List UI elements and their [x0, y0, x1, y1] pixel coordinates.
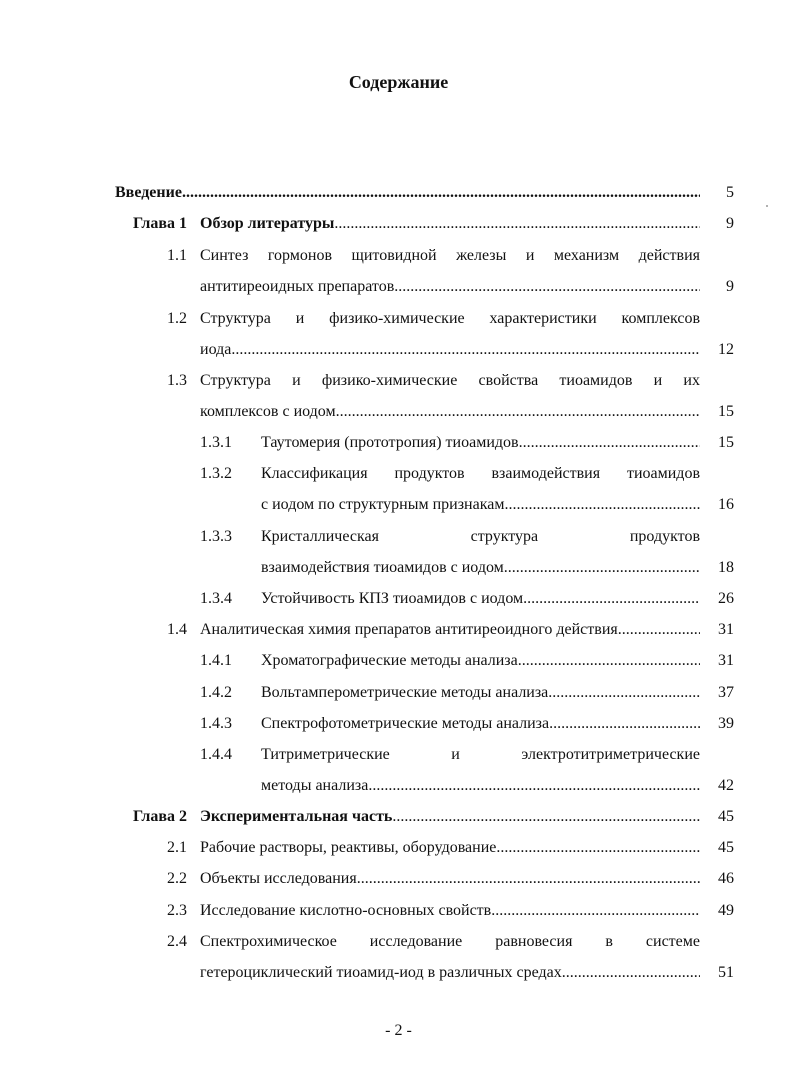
- toc-page: 42: [718, 777, 734, 794]
- toc-page: 45: [718, 839, 734, 856]
- toc-entry-1-1[interactable]: [0, 244, 797, 268]
- toc-page: 45: [718, 808, 734, 825]
- section-number: 1.4: [167, 621, 187, 638]
- section-number: 1.2: [167, 310, 187, 327]
- toc-label: Экспериментальная часть: [200, 808, 393, 825]
- section-number: 1.3.1: [200, 434, 232, 451]
- toc-label-line1: Титриметрические и электротитриметрические: [261, 746, 700, 763]
- toc-label-line2: антитиреоидных препаратов: [200, 278, 395, 295]
- toc-label: Аналитическая химия препаратов антитиреоидного действия: [200, 621, 618, 638]
- toc-entry-1-4-1[interactable]: [0, 649, 797, 673]
- toc-label-line1: Кристаллическая структура продуктов: [261, 528, 700, 545]
- toc-page: 18: [718, 559, 734, 576]
- toc-entry-1-2[interactable]: [0, 307, 797, 331]
- section-number: 1.3.4: [200, 590, 232, 607]
- leader-dots: [496, 836, 700, 860]
- section-number: 1.3.2: [200, 465, 232, 482]
- toc-page: 26: [718, 590, 734, 607]
- section-number: 2.4: [167, 933, 187, 950]
- leader-dots: [357, 867, 700, 891]
- toc-label-line2: комплексов с иодом: [200, 403, 336, 420]
- toc-entry-chapter-2[interactable]: [0, 805, 797, 829]
- toc-entry-1-1-cont[interactable]: [0, 275, 797, 299]
- toc-entry-1-4-3[interactable]: [0, 712, 797, 736]
- toc-entry-2-1[interactable]: [0, 836, 797, 860]
- section-number: 1.3.3: [200, 528, 232, 545]
- toc-page: 49: [718, 902, 734, 919]
- toc-label-line1: Структура и физико-химические свойства тиоамидов и их: [200, 372, 700, 389]
- scan-speck: [766, 205, 768, 207]
- toc-page: 5: [726, 184, 734, 201]
- toc-entry-intro[interactable]: [0, 181, 797, 205]
- toc-page: 16: [718, 496, 734, 513]
- toc-entry-2-2[interactable]: [0, 867, 797, 891]
- toc-label: Обзор литературы: [200, 215, 335, 232]
- section-number: 1.3: [167, 372, 187, 389]
- toc-entry-1-2-cont[interactable]: [0, 338, 797, 362]
- leader-dots: [394, 275, 700, 299]
- page-title: Содержание: [348, 72, 449, 92]
- leader-dots: [519, 431, 700, 455]
- toc-page: 15: [718, 403, 734, 420]
- toc-page: 51: [718, 964, 734, 981]
- toc-page: 12: [718, 341, 734, 358]
- toc-label-line2: взаимодействия тиоамидов с иодом: [261, 559, 504, 576]
- leader-dots: [231, 338, 700, 362]
- toc-page: 31: [718, 621, 734, 638]
- leader-dots: [368, 774, 700, 798]
- toc-entry-1-3-2[interactable]: [0, 462, 797, 486]
- toc-entry-1-4-4[interactable]: [0, 743, 797, 767]
- toc-page: 9: [726, 278, 734, 295]
- leader-dots: [518, 649, 700, 673]
- toc-entry-2-4[interactable]: [0, 930, 797, 954]
- toc-label: Рабочие растворы, реактивы, оборудование: [200, 839, 497, 856]
- leader-dots: [491, 899, 700, 923]
- toc-label-line1: Классификация продуктов взаимодействия тиоамидов: [261, 465, 700, 482]
- toc-entry-2-4-cont[interactable]: [0, 961, 797, 985]
- leader-dots: [549, 712, 700, 736]
- toc-page: 15: [718, 434, 734, 451]
- toc-entry-1-4[interactable]: [0, 618, 797, 642]
- toc-entry-1-3-cont[interactable]: [0, 400, 797, 424]
- section-number: 1.1: [167, 247, 187, 264]
- toc-entry-1-3-2-cont[interactable]: [0, 493, 797, 517]
- toc-label: Исследование кислотно-основных свойств: [200, 902, 492, 919]
- toc-page: 31: [718, 652, 734, 669]
- toc-entry-1-3-1[interactable]: [0, 431, 797, 455]
- toc-label: Таутомерия (прототропия) тиоамидов: [261, 434, 519, 451]
- toc-label-line2: методы анализа: [261, 777, 369, 794]
- leader-dots: [182, 181, 700, 205]
- toc-entry-1-3-3-cont[interactable]: [0, 556, 797, 580]
- toc-label: Хроматографические методы анализа: [261, 652, 518, 669]
- leader-dots: [504, 493, 700, 517]
- page-number: - 2 -: [385, 1022, 412, 1039]
- section-number: 1.4.2: [200, 684, 232, 701]
- toc-label: Вольтамперометрические методы анализа: [261, 684, 549, 701]
- chapter-number: Глава 1: [133, 215, 187, 232]
- section-number: 2.1: [167, 839, 187, 856]
- toc-label-line2: с иодом по структурным признакам: [261, 496, 505, 513]
- toc-label: Объекты исследования: [200, 870, 357, 887]
- section-number: 2.2: [167, 870, 187, 887]
- section-number: 1.4.1: [200, 652, 232, 669]
- toc-page: 9: [726, 215, 734, 232]
- toc-label-line1: Структура и физико-химические характеристики комплексов: [200, 310, 700, 327]
- toc-label-line2: гетероциклический тиоамид-иод в различных средах: [200, 964, 562, 981]
- leader-dots: [336, 400, 700, 424]
- toc-label: Устойчивость КПЗ тиоамидов с иодом: [261, 590, 524, 607]
- toc-label: Введение: [115, 184, 182, 201]
- leader-dots: [562, 961, 700, 985]
- leader-dots: [504, 556, 700, 580]
- chapter-number: Глава 2: [133, 808, 187, 825]
- leader-dots: [523, 587, 700, 611]
- toc-label-line1: Синтез гормонов щитовидной железы и механизм действия: [200, 247, 700, 264]
- toc-entry-1-3-4[interactable]: [0, 587, 797, 611]
- toc-label-line2: иода: [200, 341, 232, 358]
- section-number: 1.4.4: [200, 746, 232, 763]
- toc-page: 46: [718, 870, 734, 887]
- leader-dots: [334, 212, 700, 236]
- toc-label-line1: Спектрохимическое исследование равновесия в системе: [200, 933, 700, 950]
- toc-entry-chapter-1[interactable]: [0, 212, 797, 236]
- section-number: 2.3: [167, 902, 187, 919]
- toc-page: 37: [718, 684, 734, 701]
- toc-entry-1-4-4-cont[interactable]: [0, 774, 797, 798]
- leader-dots: [392, 805, 700, 829]
- toc-entry-1-3[interactable]: [0, 369, 797, 393]
- section-number: 1.4.3: [200, 715, 232, 732]
- toc-entry-1-4-2[interactable]: [0, 681, 797, 705]
- toc-entry-1-3-3[interactable]: [0, 525, 797, 549]
- toc-label: Спектрофотометрические методы анализа: [261, 715, 550, 732]
- toc-entry-2-3[interactable]: [0, 899, 797, 923]
- leader-dots: [548, 681, 700, 705]
- toc-page: 39: [718, 715, 734, 732]
